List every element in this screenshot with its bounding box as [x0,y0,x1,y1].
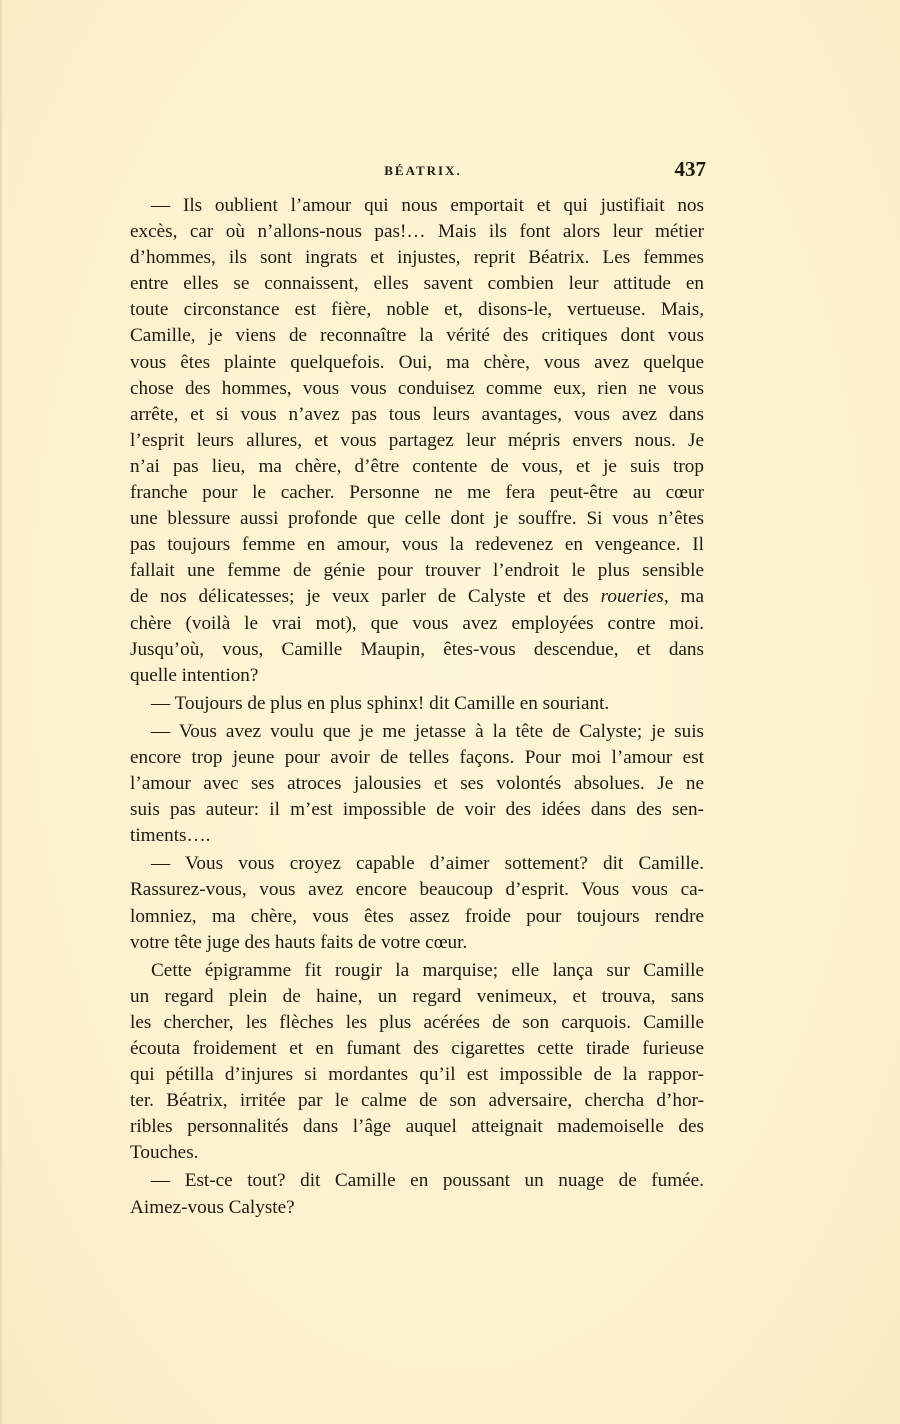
text-line: Rassurez-vous, vous avez encore beaucoup d’esprit. Vous vous ca- [130,879,704,901]
text-line: franche pour le cacher. Personne ne me fera peut-être au cœur [130,482,704,504]
text-line: — Vous vous croyez capable d’aimer sottement? dit Camille. [151,853,704,875]
text-line: Jusqu’où, vous, Camille Maupin, êtes-vous descendue, et dans [130,638,704,660]
paragraph [130,958,704,1167]
text-line: pas toujours femme en amour, vous la redevenez en vengeance. Il [130,534,704,556]
text-line: — Est-ce tout? dit Camille en poussant un nuage de fumée. [151,1170,704,1192]
text-line: chose des hommes, vous vous conduisez comme eux, rien ne vous [130,377,704,399]
text-line: ter. Béatrix, irritée par le calme de son adversaire, chercha d’hor- [130,1090,704,1112]
text-line: lomniez, ma chère, vous êtes assez froide pour toujours rendre [130,905,704,927]
italic-word: roueries [600,586,664,608]
text-line: Aimez-vous Calyste? [130,1196,295,1218]
running-title: BÉATRIX. [384,163,462,178]
text-line: qui pétilla d’injures si mordantes qu’il est impossible de la rappor- [130,1064,704,1086]
text-line: l’amour avec ses atroces jalousies et ses volontés absolues. Je ne [130,773,704,795]
text-line: ribles personnalités dans l’âge auquel atteignait mademoiselle des [130,1116,704,1138]
text-line: Touches. [130,1142,199,1164]
paragraph [130,719,704,849]
text-line: suis pas auteur: il m’est impossible de voir des idées dans des sen- [130,799,704,821]
text-line: arrête, et si vous n’avez pas tous leurs avantages, vous avez dans [130,403,704,425]
paragraph [130,691,704,717]
page-header [130,157,706,183]
text-line: écouta froidement et en fumant des cigarettes cette tirade furieuse [130,1038,704,1059]
text-line: entre elles se connaissent, elles savent combien leur attitude en [130,273,704,295]
text-line: l’esprit leurs allures, et vous partagez leur mépris envers nous. Je [130,429,704,451]
text-line: encore trop jeune pour avoir de telles façons. Pour moi l’amour est [130,746,704,768]
text-line: chère (voilà le vrai mot), que vous avez employées contre moi. [130,612,704,634]
body-text [130,193,704,1221]
text-line: toute circonstance est fière, noble et, disons-le, vertueuse. Mais, [130,299,704,321]
text-line: timents…. [130,825,211,847]
text-line: vous êtes plainte quelquefois. Oui, ma chère, vous avez quelque [130,351,704,373]
text-line: votre tête juge des hauts faits de votre cœur. [130,931,468,953]
text-line: les chercher, les flèches les plus acérées de son carquois. Camille [130,1011,704,1033]
text-segment: de nos délicatesses; je veux parler de Calyste et des [130,586,601,608]
text-line: — Toujours de plus en plus sphinx! dit Camille en souriant. [151,692,610,714]
text-line: d’hommes, ils sont ingrats et injustes, reprit Béatrix. Les femmes [130,247,704,269]
text-line: fallait une femme de génie pour trouver l’endroit le plus sensible [130,560,704,582]
text-line: une blessure aussi profonde que celle dont je souffre. Si vous n’êtes [130,508,704,530]
paragraph [130,193,704,689]
text-line: excès, car où n’allons-nous pas!… Mais ils font alors leur métier [130,221,704,243]
text-segment: , ma [663,586,704,608]
text-line: Camille, je viens de reconnaître la vérité des critiques dont vous [130,325,704,347]
text-line: un regard plein de haine, un regard venimeux, et trouva, sans [130,985,704,1007]
paragraph [130,1168,704,1220]
text-line: — Ils oublient l’amour qui nous emportait et qui justifiait nos [151,195,704,216]
page-edge [0,0,2,1424]
text-line-with-italic [130,584,704,610]
page-number: 437 [674,157,706,181]
text-line: Cette épigramme fit rougir la marquise; elle lança sur Camille [151,959,704,981]
text-line: n’ai pas lieu, ma chère, d’être contente de vous, et je suis trop [130,455,704,477]
paragraph [130,851,704,955]
text-line: — Vous avez voulu que je me jetasse à la tête de Calyste; je suis [151,720,704,742]
text-line: quelle intention? [130,664,259,686]
